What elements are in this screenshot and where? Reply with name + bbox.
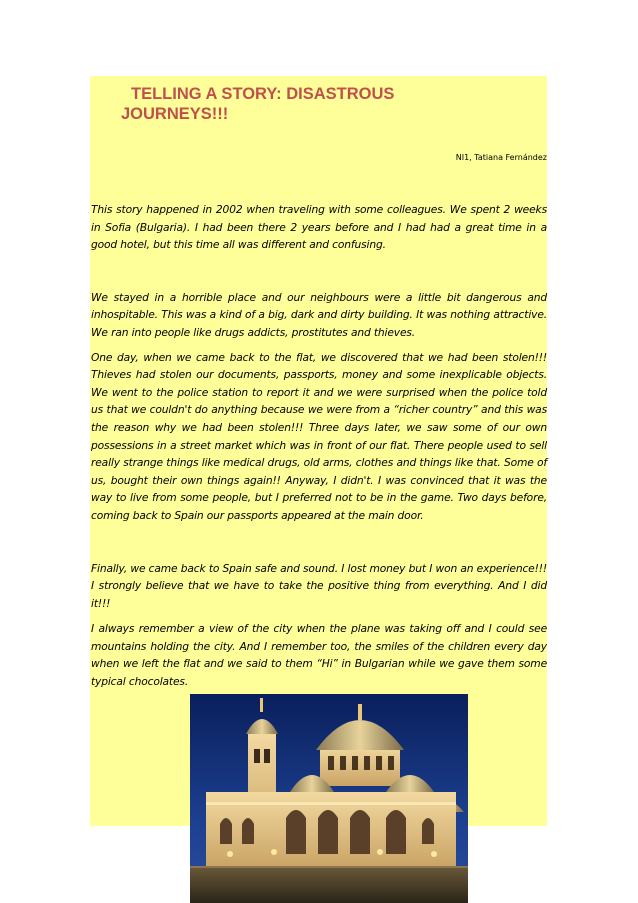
story-body: [91, 201, 547, 691]
document-title: TELLING A STORY: DISASTROUS JOURNEYS!!!: [121, 85, 395, 123]
paragraph-5: I always remember a view of the city when the plane was taking off and I could see mountains holding the city. And I remember too, the smiles of the children every day when we left the flat and we said to them “Hi” in Bulgarian while we gave them some typical chocolates.: [91, 622, 547, 689]
paragraph-1: This story happened in 2002 when traveling with some colleagues. We spent 2 weeks in Sofia (Bulgaria). I had been there 2 years before and I had had a great time in a good hotel, but this time all was different and confusing.: [91, 203, 547, 252]
author-line: NI1, Tatiana Fernández: [455, 153, 547, 162]
cathedral-photo: [190, 694, 468, 903]
paragraph-2: We stayed in a horrible place and our neighbours were a little bit dangerous and inhospitable. This was a kind of a big, dark and dirty building. It was nothing attractive. We ran into people like drugs addicts, prostitutes and thieves.: [91, 290, 547, 339]
paragraph-4: Finally, we came back to Spain safe and sound. I lost money but I won an experience!!! I strongly believe that we have to take the positive thing from everything. And I did it!!!: [91, 561, 547, 610]
paragraph-3: One day, when we came back to the flat, we discovered that we had been stolen!!! Thieves had stolen our documents, passports, money and some inexplicable objects. We went to the police station to report it and we were surprised when the police told us that we couldn't do anything because we were from a “richer country” and this was the reason why we had been stolen!!! Three days later, we saw some of our own possessions in a street market which was in front of our flat. There people used to sell really strange things like medical drugs, old arms, clothes and things like that. Some of us, bought their own things again!! Anyway, I didn't. I was convinced that it was the way to live from some people, but I preferred not to be in the game. Two days before, coming back to Spain our passports appeared at the main door.: [91, 350, 547, 522]
